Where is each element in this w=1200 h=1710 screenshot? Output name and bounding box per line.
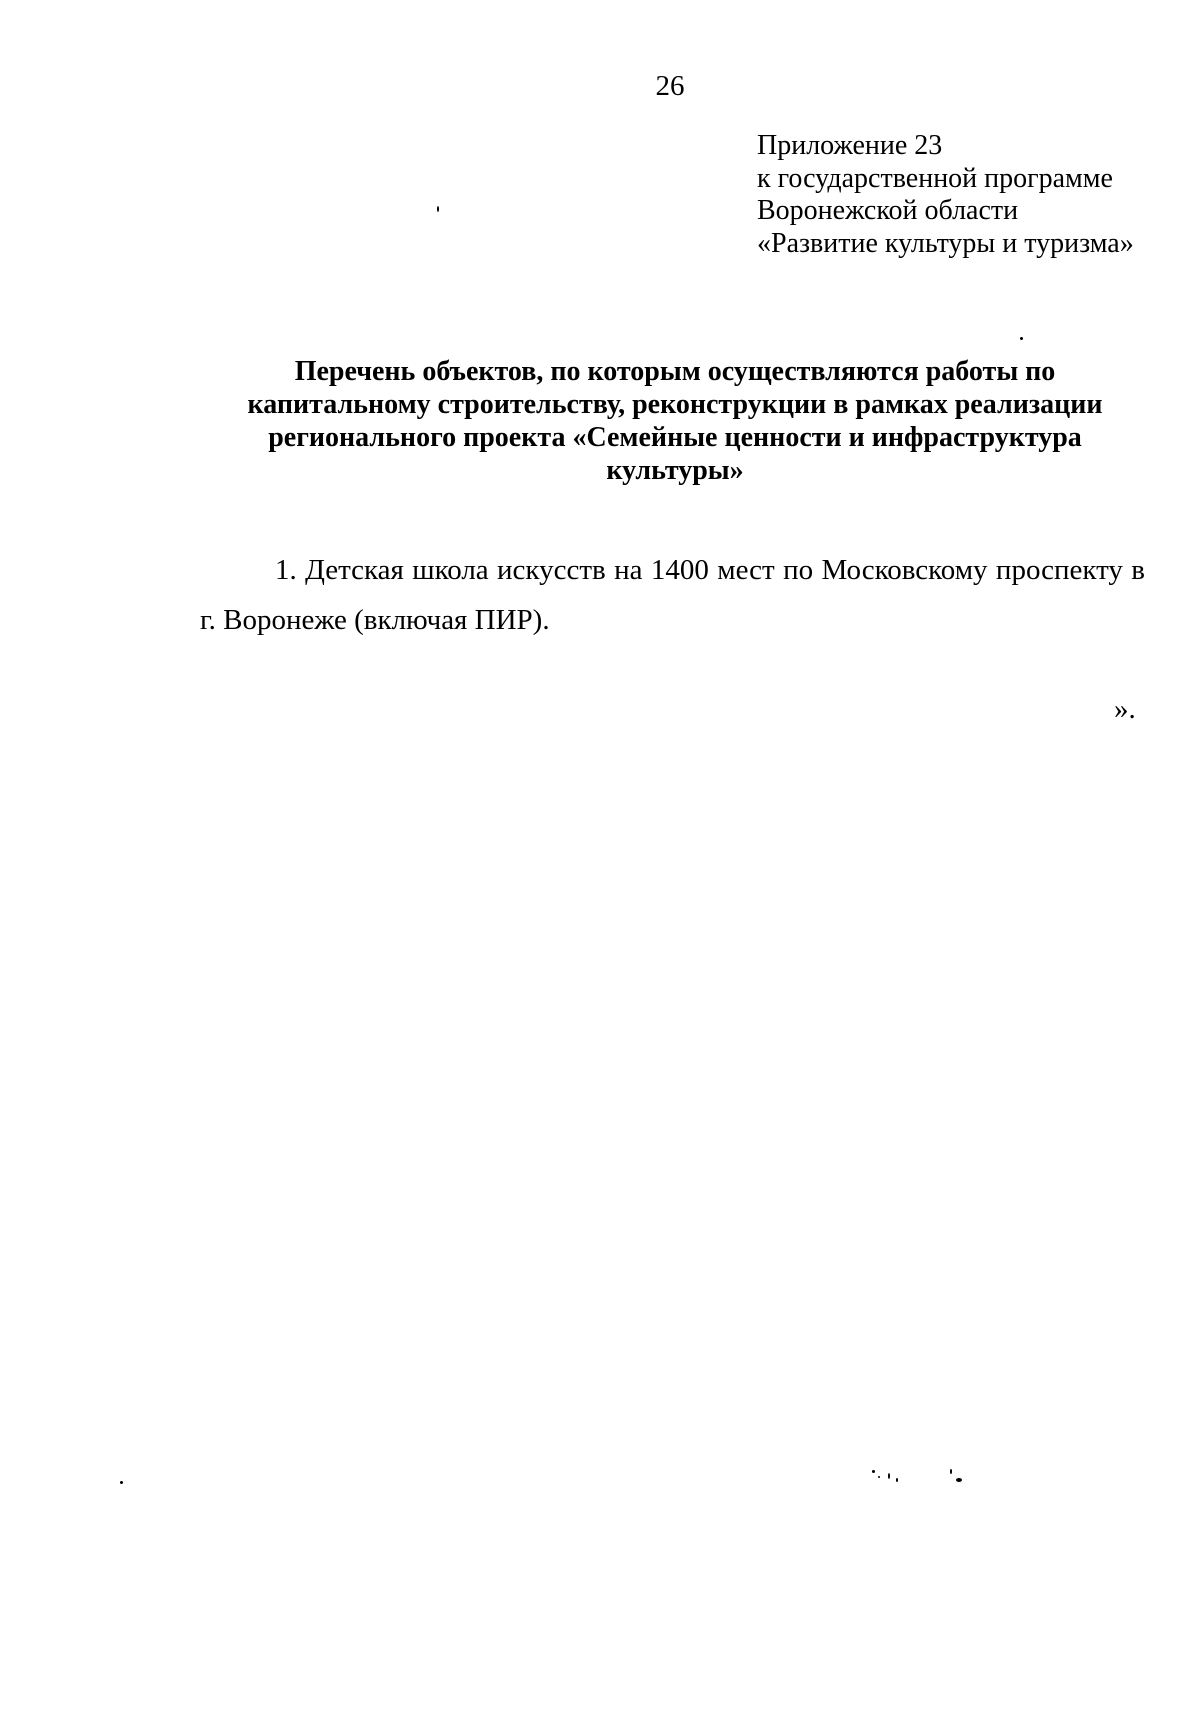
appendix-line: Приложение 23 xyxy=(757,130,943,161)
list-item-line: г. Воронеже (включая ПИР). xyxy=(200,604,550,636)
scan-speck xyxy=(872,1470,875,1473)
title-line: культуры» xyxy=(606,455,744,486)
scan-speck xyxy=(888,1473,890,1479)
appendix-header xyxy=(757,130,1134,260)
title-line: капитальному строительству, реконструкции в рамках реализации xyxy=(247,389,1103,420)
list-item-line: 1. Детская школа искусств на 1400 мест по Московскому проспекту в xyxy=(275,554,1145,586)
scan-speck xyxy=(878,1476,880,1478)
title-line: Перечень объектов, по которым осуществляются работы по xyxy=(294,356,1056,387)
appendix-line: «Развитие культуры и туризма» xyxy=(757,227,1134,259)
closing-quote: ». xyxy=(1114,693,1136,725)
scan-speck xyxy=(120,1481,123,1484)
appendix-line: к государственной программе xyxy=(757,162,1113,194)
document-title xyxy=(200,355,1150,487)
scan-speck xyxy=(956,1478,962,1482)
scan-speck xyxy=(950,1469,952,1474)
page-number: 26 xyxy=(655,70,685,102)
scan-speck xyxy=(437,206,439,212)
list-item xyxy=(200,545,1145,645)
scan-speck xyxy=(1020,337,1023,340)
title-line: регионального проекта «Семейные ценности и инфраструктура xyxy=(268,422,1082,453)
appendix-line: Воронежской области xyxy=(757,195,1019,226)
scan-speck xyxy=(896,1478,898,1482)
